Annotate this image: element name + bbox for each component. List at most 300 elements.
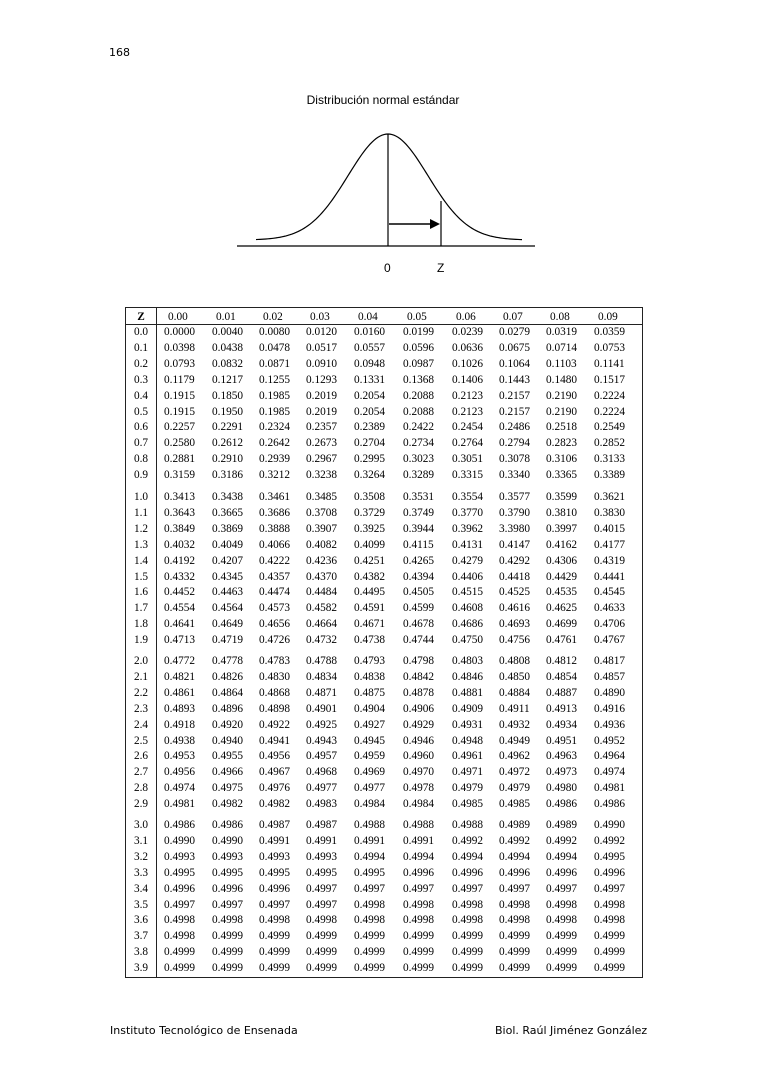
table-cell: 0.3869 <box>212 522 244 535</box>
table-cell: 0.4554 <box>164 602 196 615</box>
table-cell: 0.2224 <box>594 389 626 402</box>
z-value: 2.6 <box>133 750 149 763</box>
table-cell: 0.4875 <box>354 686 386 699</box>
table-cell: 0.4972 <box>499 766 531 779</box>
table-cell: 0.4999 <box>354 946 386 959</box>
table-cell: 0.4564 <box>212 602 244 615</box>
table-cell: 0.4406 <box>452 570 484 583</box>
table-cell: 0.4955 <box>212 750 244 763</box>
table-cell: 0.2019 <box>306 389 338 402</box>
table-cell: 0.4830 <box>259 670 291 683</box>
table-cell: 0.4964 <box>594 750 626 763</box>
table-cell: 0.4995 <box>212 866 244 879</box>
table-cell: 0.1217 <box>212 373 244 386</box>
table-cell: 0.3907 <box>306 522 338 535</box>
table-cell: 0.4988 <box>403 819 435 831</box>
table-cell: 0.4995 <box>164 866 196 879</box>
table-cell: 0.3413 <box>164 491 196 503</box>
table-cell: 0.4878 <box>403 686 435 699</box>
table-cell: 0.4846 <box>452 670 484 683</box>
table-cell: 0.1064 <box>499 357 531 370</box>
table-cell: 0.4999 <box>403 930 435 943</box>
table-cell: 0.4890 <box>594 686 626 699</box>
z-value: 1.3 <box>133 538 149 551</box>
table-cell: 0.4990 <box>164 834 196 847</box>
table-cell: 0.4920 <box>212 718 244 731</box>
table-cell: 0.4686 <box>452 618 484 631</box>
table-cell: 0.4994 <box>403 850 435 863</box>
table-cell: 0.4857 <box>594 670 626 683</box>
table-cell: 0.4394 <box>403 570 435 583</box>
table-cell: 0.4996 <box>259 882 291 895</box>
table-cell: 0.2734 <box>403 437 435 450</box>
label-zero: 0 <box>384 261 391 275</box>
table-cell: 0.4999 <box>354 962 386 975</box>
z-value: 2.9 <box>133 798 149 811</box>
table-cell: 0.4573 <box>259 602 291 615</box>
table-cell: 0.4999 <box>499 946 531 959</box>
table-cell: 0.3643 <box>164 506 196 519</box>
z-value: 1.0 <box>133 491 149 503</box>
table-cell: 0.4932 <box>499 718 531 731</box>
table-cell: 0.4959 <box>354 750 386 763</box>
table-cell: 0.1331 <box>354 373 386 386</box>
table-cell: 0.2939 <box>259 453 291 466</box>
table-cell: 0.0987 <box>403 357 435 370</box>
table-cell: 0.3790 <box>499 506 531 519</box>
table-cell: 0.4778 <box>212 655 244 667</box>
table-cell: 0.4985 <box>499 798 531 811</box>
z-value: 2.0 <box>133 655 149 667</box>
table-cell: 0.4991 <box>306 834 338 847</box>
table-cell: 0.4916 <box>594 702 626 715</box>
z-value: 3.0 <box>133 819 149 831</box>
header-col: 0.09 <box>598 311 618 323</box>
table-cell: 0.4463 <box>212 586 244 599</box>
table-cell: 0.4988 <box>354 819 386 831</box>
table-cell: 0.4706 <box>594 618 626 631</box>
table-cell: 0.0279 <box>499 326 531 338</box>
table-cell: 0.1950 <box>212 405 244 418</box>
table-cell: 0.3770 <box>452 506 484 519</box>
table-cell: 0.4699 <box>546 618 578 631</box>
table-cell: 0.4382 <box>354 570 386 583</box>
table-cell: 0.4881 <box>452 686 484 699</box>
table-cell: 0.4941 <box>259 734 291 747</box>
table-cell: 0.4998 <box>403 914 435 927</box>
table-cell: 0.4993 <box>306 850 338 863</box>
table-cell: 0.4997 <box>594 882 626 895</box>
table-cell: 0.3238 <box>306 469 338 482</box>
table-cell: 0.4936 <box>594 718 626 731</box>
table-cell: 0.4997 <box>259 898 291 911</box>
table-cell: 0.4996 <box>452 866 484 879</box>
table-cell: 0.3830 <box>594 506 626 519</box>
table-cell: 0.2054 <box>354 389 386 402</box>
table-cell: 0.4975 <box>212 782 244 795</box>
table-cell: 0.3159 <box>164 469 196 482</box>
table-cell: 0.4994 <box>452 850 484 863</box>
table-cell: 0.0675 <box>499 341 531 354</box>
table-cell: 0.3665 <box>212 506 244 519</box>
table-cell: 0.4997 <box>164 898 196 911</box>
table-cell: 0.3686 <box>259 506 291 519</box>
table-cell: 0.4370 <box>306 570 338 583</box>
table-cell: 0.4995 <box>306 866 338 879</box>
table-cell: 0.4984 <box>403 798 435 811</box>
table-cell: 0.4099 <box>354 538 386 551</box>
table-cell: 0.4664 <box>306 618 338 631</box>
table-cell: 0.2580 <box>164 437 196 450</box>
table-cell: 0.4998 <box>452 914 484 927</box>
table-cell: 0.4982 <box>212 798 244 811</box>
z-value: 3.1 <box>133 834 149 847</box>
arrow-head-icon <box>430 219 440 229</box>
table-cell: 0.2486 <box>499 421 531 434</box>
table-cell: 0.4980 <box>546 782 578 795</box>
table-cell: 0.4864 <box>212 686 244 699</box>
table-cell: 0.3621 <box>594 491 626 503</box>
table-cell: 0.4991 <box>403 834 435 847</box>
table-cell: 0.4999 <box>354 930 386 943</box>
table-cell: 0.4999 <box>259 930 291 943</box>
table-cell: 0.4938 <box>164 734 196 747</box>
table-cell: 0.4969 <box>354 766 386 779</box>
table-cell: 0.4997 <box>452 882 484 895</box>
z-value: 1.4 <box>133 554 149 567</box>
table-cell: 0.1517 <box>594 373 626 386</box>
table-cell: 0.1255 <box>259 373 291 386</box>
table-cell: 0.0948 <box>354 357 386 370</box>
table-cell: 0.4893 <box>164 702 196 715</box>
table-cell: 0.3810 <box>546 506 578 519</box>
table-cell: 0.1480 <box>546 373 578 386</box>
table-cell: 0.4992 <box>546 834 578 847</box>
table-cell: 0.2357 <box>306 421 338 434</box>
table-cell: 0.4996 <box>164 882 196 895</box>
table-cell: 0.4515 <box>452 586 484 599</box>
table-cell: 0.4997 <box>403 882 435 895</box>
table-cell: 0.4649 <box>212 618 244 631</box>
table-cell: 0.4767 <box>594 634 626 647</box>
table-cell: 0.4994 <box>499 850 531 863</box>
table-cell: 0.4345 <box>212 570 244 583</box>
table-cell: 0.2422 <box>403 421 435 434</box>
table-cell: 0.4992 <box>594 834 626 847</box>
table-cell: 0.4678 <box>403 618 435 631</box>
table-cell: 0.4750 <box>452 634 484 647</box>
table-cell: 0.3577 <box>499 491 531 503</box>
table-cell: 0.0359 <box>594 326 626 338</box>
table-cell: 0.0040 <box>212 326 244 338</box>
table-cell: 0.0753 <box>594 341 626 354</box>
table-cell: 0.4452 <box>164 586 196 599</box>
table-cell: 0.4999 <box>452 962 484 975</box>
table-cell: 0.4115 <box>403 538 434 551</box>
table-cell: 0.4756 <box>499 634 531 647</box>
table-cell: 0.0517 <box>306 341 338 354</box>
table-cell: 0.4973 <box>546 766 578 779</box>
table-cell: 0.4945 <box>354 734 386 747</box>
table-cell: 0.4177 <box>594 538 626 551</box>
table-cell: 0.4999 <box>452 930 484 943</box>
header-col: 0.07 <box>503 311 523 323</box>
table-cell: 0.4998 <box>354 898 386 911</box>
table-cell: 0.4925 <box>306 718 338 731</box>
table-cell: 0.0910 <box>306 357 338 370</box>
table-cell: 0.4868 <box>259 686 291 699</box>
z-value: 3.3 <box>133 866 149 879</box>
table-cell: 3.3980 <box>499 522 531 535</box>
table-cell: 0.2794 <box>499 437 531 450</box>
table-cell: 0.4982 <box>259 798 291 811</box>
table-cell: 0.3508 <box>354 491 386 503</box>
table-cell: 0.4992 <box>452 834 484 847</box>
header-col: 0.05 <box>407 311 427 323</box>
table-cell: 0.4842 <box>403 670 435 683</box>
table-cell: 0.4131 <box>452 538 484 551</box>
table-cell: 0.4957 <box>306 750 338 763</box>
table-cell: 0.4821 <box>164 670 196 683</box>
table-cell: 0.4484 <box>306 586 338 599</box>
table-cell: 0.3289 <box>403 469 435 482</box>
table-cell: 0.4904 <box>354 702 386 715</box>
table-cell: 0.4641 <box>164 618 196 631</box>
table-cell: 0.4999 <box>212 962 244 975</box>
z-value: 0.9 <box>133 469 149 482</box>
table-cell: 0.4887 <box>546 686 578 699</box>
table-cell: 0.4966 <box>212 766 244 779</box>
table-cell: 0.4986 <box>594 798 626 811</box>
table-cell: 0.4726 <box>259 634 291 647</box>
table-cell: 0.1915 <box>164 389 196 402</box>
table-cell: 0.2157 <box>499 405 531 418</box>
table-cell: 0.0199 <box>403 326 435 338</box>
table-cell: 0.3729 <box>354 506 386 519</box>
z-value: 1.9 <box>133 634 149 647</box>
table-cell: 0.4987 <box>306 819 338 831</box>
table-cell: 0.0120 <box>306 326 338 338</box>
table-cell: 0.2823 <box>546 437 578 450</box>
table-cell: 0.4999 <box>499 962 531 975</box>
table-cell: 0.3078 <box>499 453 531 466</box>
table-cell: 0.2291 <box>212 421 244 434</box>
table-cell: 0.4990 <box>594 819 626 831</box>
table-cell: 0.4998 <box>546 898 578 911</box>
table-cell: 0.0319 <box>546 326 578 338</box>
table-cell: 0.4999 <box>499 930 531 943</box>
table-cell: 0.4997 <box>354 882 386 895</box>
table-cell: 0.1368 <box>403 373 435 386</box>
z-value: 2.4 <box>133 718 149 731</box>
table-cell: 0.1985 <box>259 405 291 418</box>
table-cell: 0.4993 <box>259 850 291 863</box>
table-cell: 0.4974 <box>164 782 196 795</box>
table-cell: 0.3212 <box>259 469 291 482</box>
table-cell: 0.4608 <box>452 602 484 615</box>
table-cell: 0.4997 <box>306 898 338 911</box>
table-cell: 0.2704 <box>354 437 386 450</box>
table-cell: 0.1443 <box>499 373 531 386</box>
table-cell: 0.1406 <box>452 373 484 386</box>
z-value: 2.5 <box>133 734 149 747</box>
table-cell: 0.4854 <box>546 670 578 683</box>
z-value: 3.5 <box>133 898 149 911</box>
table-cell: 0.4998 <box>452 898 484 911</box>
table-cell: 0.4834 <box>306 670 338 683</box>
table-cell: 0.4850 <box>499 670 531 683</box>
table-cell: 0.4999 <box>403 946 435 959</box>
table-cell: 0.4671 <box>354 618 386 631</box>
table-cell: 0.3461 <box>259 491 291 503</box>
table-cell: 0.4961 <box>452 750 484 763</box>
table-cell: 0.4901 <box>306 702 338 715</box>
z-value: 0.8 <box>133 453 149 466</box>
table-cell: 0.4147 <box>499 538 531 551</box>
table-cell: 0.4788 <box>306 655 338 667</box>
table-cell: 0.4997 <box>499 882 531 895</box>
table-cell: 0.4812 <box>546 655 578 667</box>
table-cell: 0.2190 <box>546 405 578 418</box>
table-cell: 0.3708 <box>306 506 338 519</box>
table-cell: 0.4884 <box>499 686 531 699</box>
table-cell: 0.3315 <box>452 469 484 482</box>
table-cell: 0.4956 <box>164 766 196 779</box>
table-cell: 0.4418 <box>499 570 531 583</box>
table-cell: 0.4616 <box>499 602 531 615</box>
table-cell: 0.4838 <box>354 670 386 683</box>
z-value: 3.4 <box>133 882 149 895</box>
header-col: 0.02 <box>263 311 283 323</box>
table-cell: 0.3485 <box>306 491 338 503</box>
table-cell: 0.3023 <box>403 453 435 466</box>
table-cell: 0.2123 <box>452 405 484 418</box>
z-value: 1.8 <box>133 618 149 631</box>
table-cell: 0.4913 <box>546 702 578 715</box>
table-cell: 0.4999 <box>212 930 244 943</box>
table-cell: 0.0557 <box>354 341 386 354</box>
table-cell: 0.4992 <box>499 834 531 847</box>
table-cell: 0.4998 <box>594 914 626 927</box>
table-cell: 0.0793 <box>164 357 196 370</box>
figure-title-text: Distribución normal estándar <box>306 93 460 107</box>
table-cell: 0.4989 <box>546 819 578 831</box>
table-cell: 0.4236 <box>306 554 338 567</box>
table-cell: 0.2054 <box>354 405 386 418</box>
page-number: 168 <box>109 46 130 59</box>
table-cell: 0.2019 <box>306 405 338 418</box>
table-cell: 0.4990 <box>212 834 244 847</box>
table-cell: 0.4927 <box>354 718 386 731</box>
table-cell: 0.4989 <box>499 819 531 831</box>
table-cell: 0.3554 <box>452 491 484 503</box>
table-cell: 0.4803 <box>452 655 484 667</box>
table-cell: 0.4963 <box>546 750 578 763</box>
table-cell: 0.4911 <box>499 702 530 715</box>
table-cell: 0.4826 <box>212 670 244 683</box>
table-cell: 0.2881 <box>164 453 196 466</box>
table-cell: 0.2642 <box>259 437 291 450</box>
table-cell: 0.4656 <box>259 618 291 631</box>
table-cell: 0.4495 <box>354 586 386 599</box>
normal-curve-figure <box>0 0 768 300</box>
z-value: 0.7 <box>133 437 149 450</box>
table-cell: 0.4999 <box>546 930 578 943</box>
table-cell: 0.3365 <box>546 469 578 482</box>
z-value: 2.3 <box>133 702 149 715</box>
table-cell: 0.4761 <box>546 634 578 647</box>
table-cell: 0.4871 <box>306 686 338 699</box>
table-cell: 0.4999 <box>164 962 196 975</box>
table-cell: 0.4999 <box>306 946 338 959</box>
table-cell: 0.4985 <box>452 798 484 811</box>
z-value: 1.1 <box>133 506 149 519</box>
table-cell: 0.4162 <box>546 538 578 551</box>
table-cell: 0.4999 <box>259 946 291 959</box>
table-cell: 0.2224 <box>594 405 626 418</box>
header-col: 0.08 <box>550 311 570 323</box>
table-cell: 0.4772 <box>164 655 196 667</box>
table-cell: 0.3962 <box>452 522 484 535</box>
table-cell: 0.4999 <box>594 930 626 943</box>
table-cell: 0.4357 <box>259 570 291 583</box>
table-cell: 0.4951 <box>546 734 578 747</box>
table-cell: 0.4306 <box>546 554 578 567</box>
table-cell: 0.4996 <box>499 866 531 879</box>
table-cell: 0.2157 <box>499 389 531 402</box>
table-cell: 0.4898 <box>259 702 291 715</box>
table-cell: 0.4192 <box>164 554 196 567</box>
table-cell: 0.4713 <box>164 634 196 647</box>
z-value: 1.5 <box>133 570 149 583</box>
table-cell: 0.4998 <box>306 914 338 927</box>
table-cell: 0.2518 <box>546 421 578 434</box>
table-cell: 0.2995 <box>354 453 386 466</box>
table-cell: 0.4995 <box>354 866 386 879</box>
table-cell: 0.4744 <box>403 634 435 647</box>
table-cell: 0.0160 <box>354 326 386 338</box>
z-value: 2.7 <box>133 766 149 779</box>
table-cell: 0.4971 <box>452 766 484 779</box>
table-cell: 0.4222 <box>259 554 291 567</box>
table-cell: 0.4999 <box>594 962 626 975</box>
table-cell: 0.2549 <box>594 421 626 434</box>
table-cell: 0.4991 <box>259 834 291 847</box>
table-cell: 0.0832 <box>212 357 244 370</box>
table-cell: 0.4946 <box>403 734 435 747</box>
table-cell: 0.4015 <box>594 522 626 535</box>
table-cell: 0.4970 <box>403 766 435 779</box>
table-cell: 0.4981 <box>594 782 626 795</box>
table-cell: 0.4953 <box>164 750 196 763</box>
table-cell: 0.2910 <box>212 453 244 466</box>
table-cell: 0.0596 <box>403 341 435 354</box>
table-cell: 0.4962 <box>499 750 531 763</box>
table-cell: 0.3944 <box>403 522 435 535</box>
table-cell: 0.4956 <box>259 750 291 763</box>
table-cell: 0.4998 <box>164 930 196 943</box>
table-cell: 0.2324 <box>259 421 291 434</box>
table-cell: 0.0871 <box>259 357 291 370</box>
table-cell: 0.4082 <box>306 538 338 551</box>
table-cell: 0.3264 <box>354 469 386 482</box>
table-cell: 0.4996 <box>594 866 626 879</box>
table-cell: 0.4429 <box>546 570 578 583</box>
z-value: 0.1 <box>133 341 149 354</box>
table-cell: 0.1179 <box>164 373 195 386</box>
table-cell: 0.0080 <box>259 326 291 338</box>
table-cell: 0.4981 <box>164 798 196 811</box>
